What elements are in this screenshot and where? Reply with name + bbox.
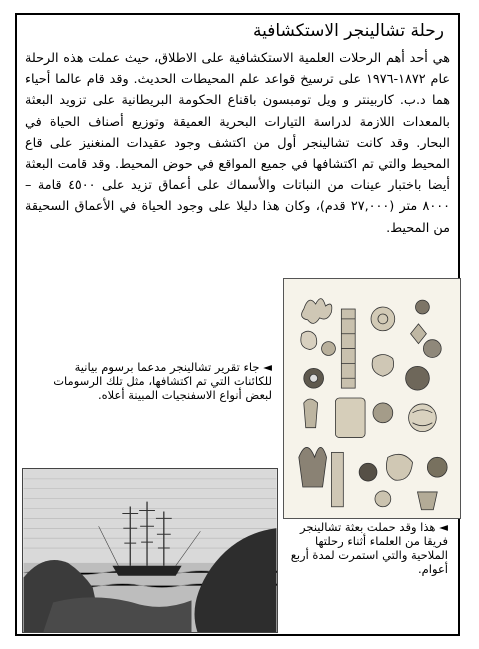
ship-illustration bbox=[22, 468, 278, 633]
sponge-caption-text: جاء تقرير تشالينجر مدعما برسوم بيانية للكائنات التي تم اكتشافها، مثل تلك الرسومات لبعض أنواع الاسفنجيات المبينة أعلاه. bbox=[53, 360, 272, 402]
triangle-marker-icon: ◄ bbox=[263, 360, 272, 374]
ship-caption-text: هذا وقد حملت بعثة تشالينجر فريقا من العلماء أثناء رحلتها الملاحية والتي استمرت لمدة أربع أعوام. bbox=[290, 520, 448, 576]
sponge-illustration bbox=[283, 278, 461, 519]
article-frame bbox=[15, 13, 460, 636]
triangle-marker-icon: ◄ bbox=[439, 520, 448, 534]
article-body: هي أحد أهم الرحلات العلمية الاستكشافية على الاطلاق، حيث عملت هذه الرحلة عام ١٨٧٢-١٩٧٦ على ترسيخ قواعد علم المحيطات الحديث. وقد قام عالما أحياء هما د.ب. كاربينتر و ويل تومبسون باقناع الحكومة البريطانية على تزويد البعثة بالمعدات اللازمة لدراسة التيارات البحرية العميقة وتوزيع أصناف الحياة في البحار. وقد كانت تشالينجر أول من اكتشف وجود عقيدات المنغنيز على قاع المحيط والتي تم اكتشافها في جميع المواقع في حوض المحيط. وقد قامت البعثة أيضا باختبار عينات من النباتات والأسماك على أعماق تزيد على ٤٥٠٠ قامة – ٨٠٠٠ متر (٢٧,٠٠٠ قدم)، وكان هذا دليلا على وجود الحياة في الأعماق السحيقة من المحيط. bbox=[25, 51, 450, 236]
article-title: رحلة تشالينجر الاستكشافية bbox=[252, 21, 444, 41]
ship-caption bbox=[288, 520, 448, 576]
sponge-caption bbox=[40, 360, 272, 402]
